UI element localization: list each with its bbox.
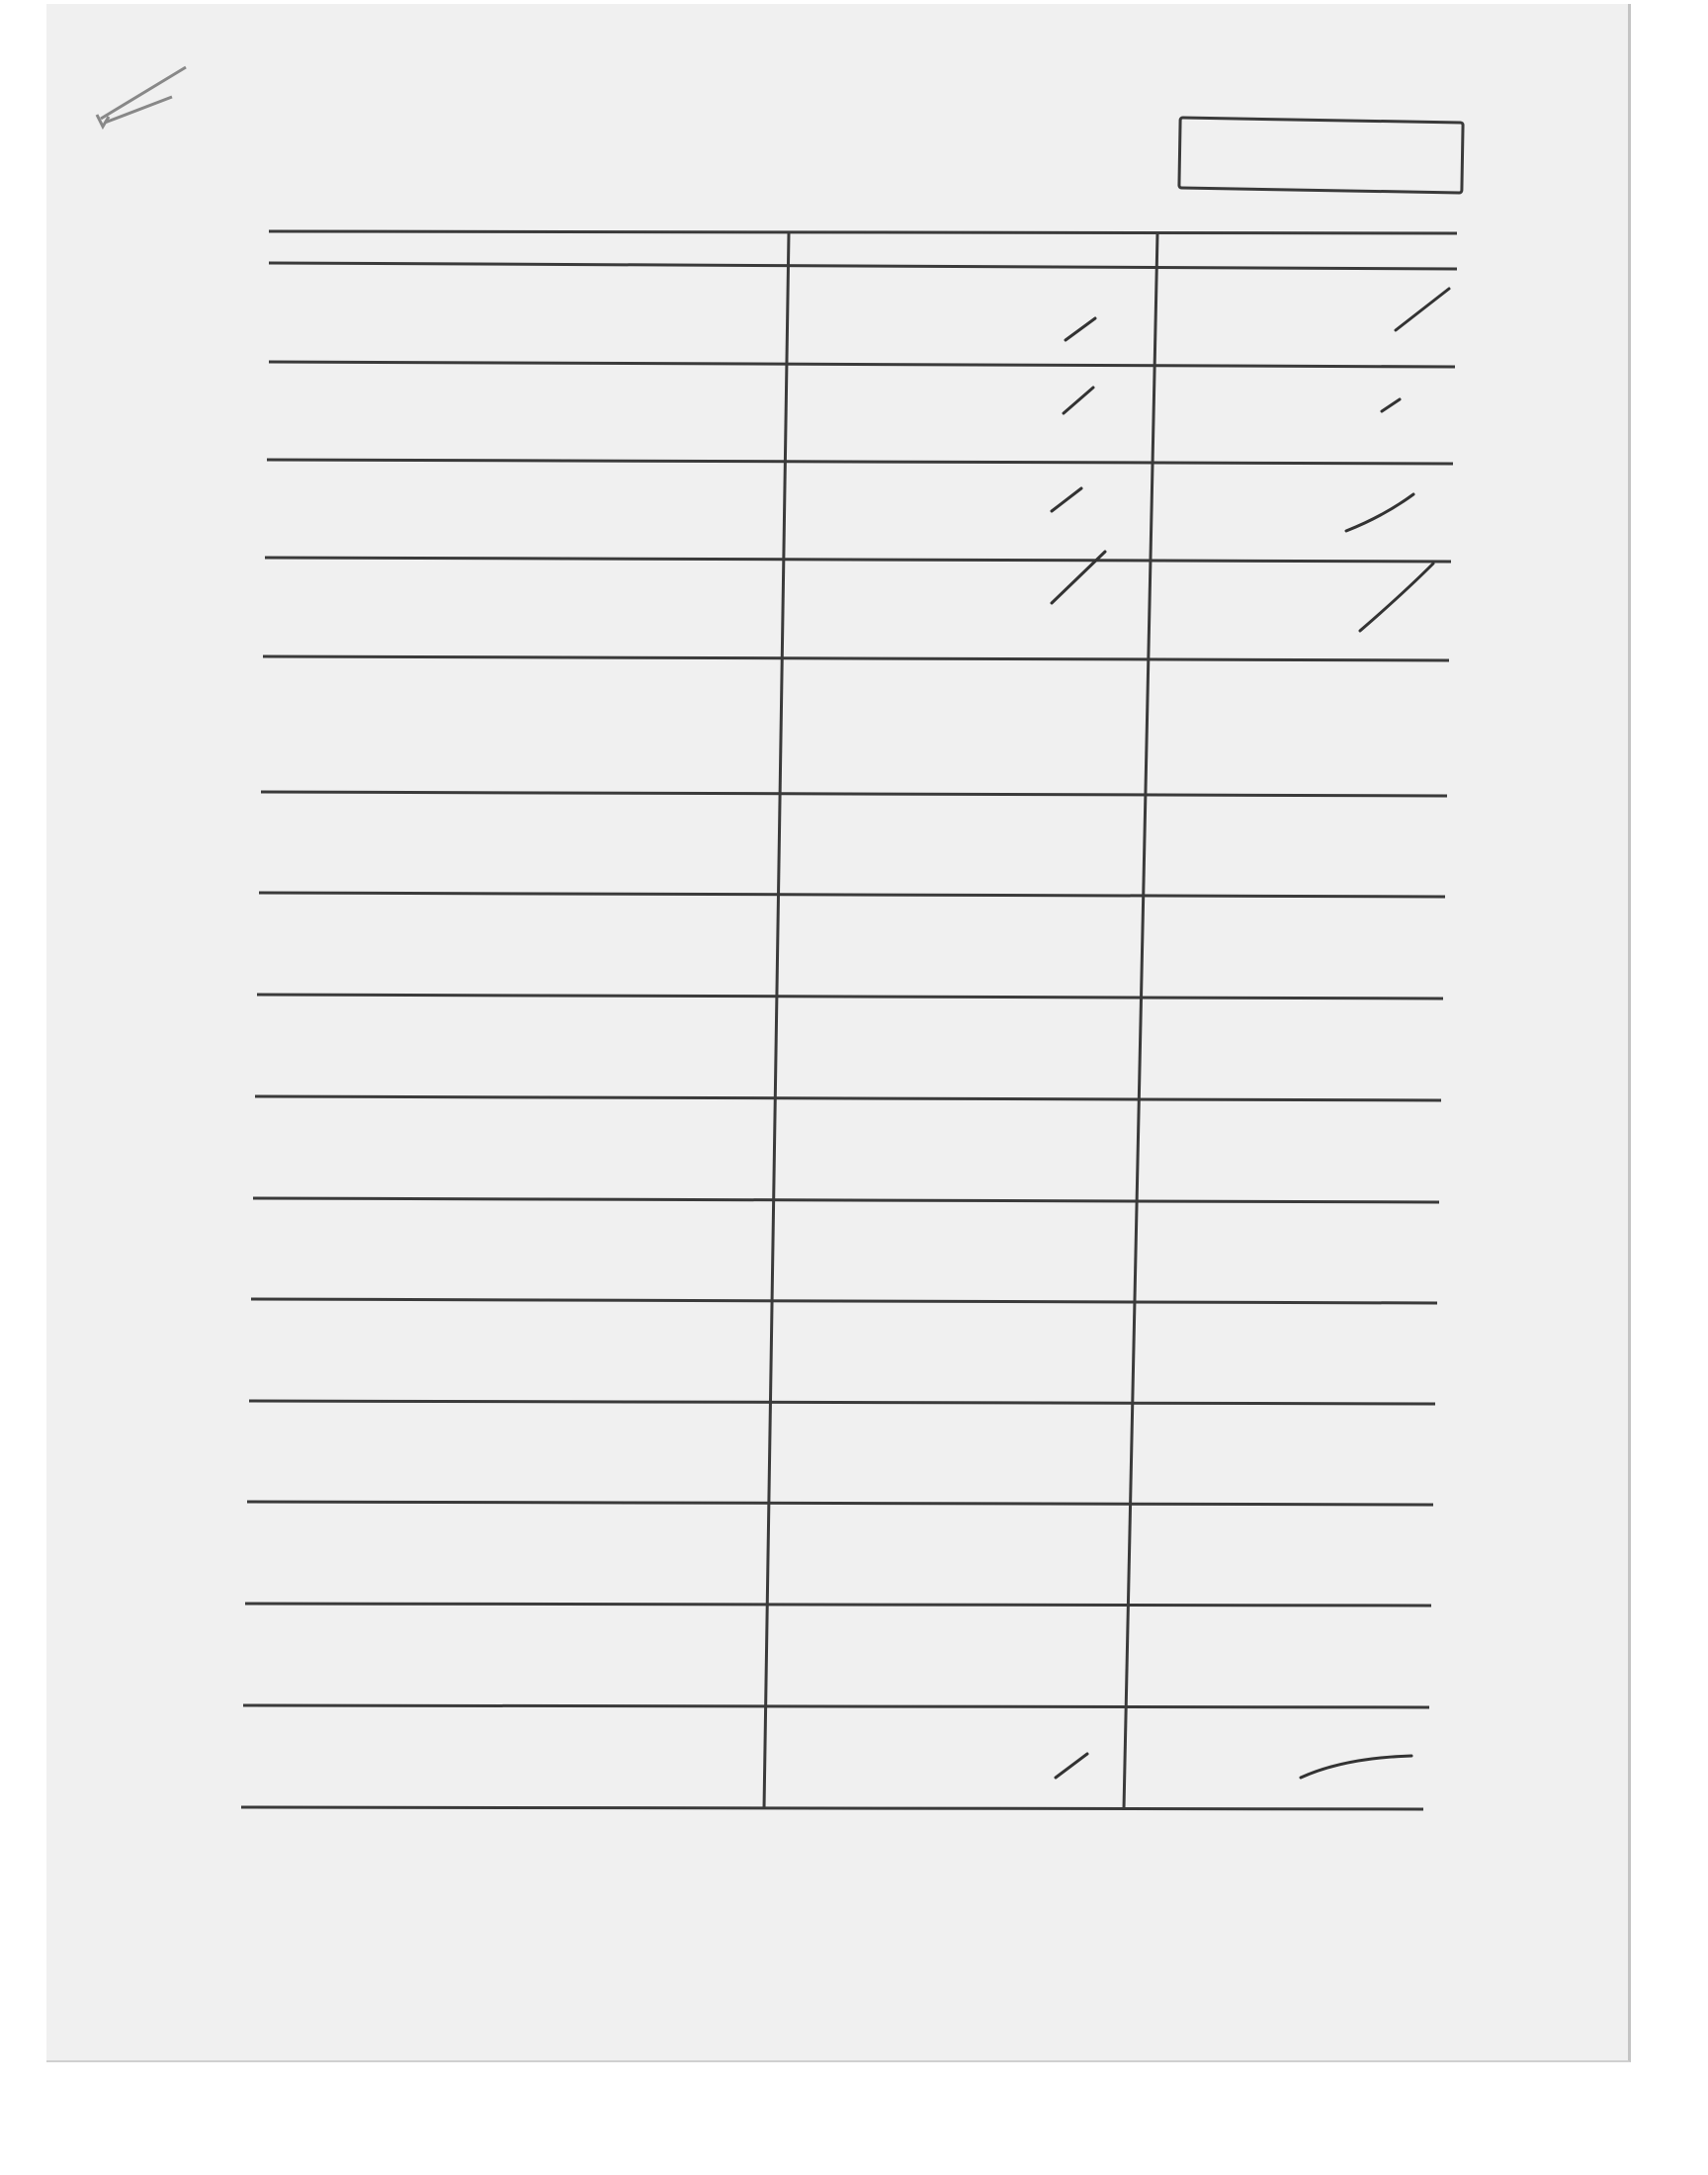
check-mark-references xyxy=(1056,1754,1087,1778)
check-mark-owner-operator xyxy=(1052,488,1081,511)
strike-references xyxy=(1301,1756,1411,1778)
tick-location xyxy=(1360,564,1433,631)
check-mark-deposit-name xyxy=(1064,388,1093,413)
check-mark-identification xyxy=(1066,318,1095,340)
tick-identification xyxy=(1396,289,1449,330)
check-mark-location xyxy=(1052,552,1105,603)
tick-deposit-name xyxy=(1382,399,1400,411)
tick-owner-operator xyxy=(1346,494,1413,531)
